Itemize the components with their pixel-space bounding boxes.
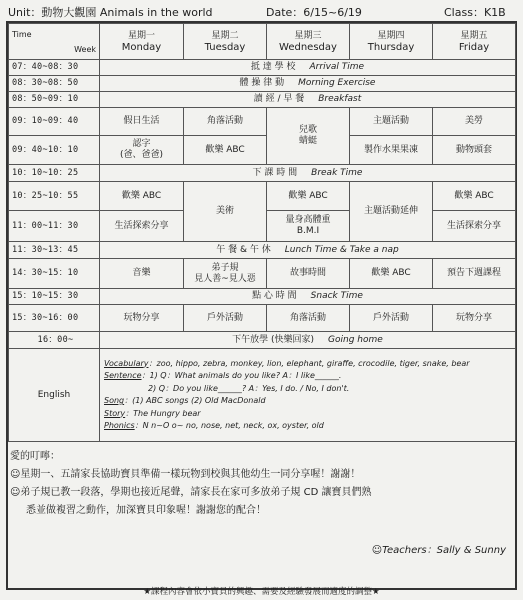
class-cell: 歡樂 ABC [350,259,433,289]
week-label: Week [74,44,96,54]
class-cell: 主題活動延伸 [350,182,433,242]
time-cell: 09：10~09：40 [9,108,100,136]
week-time-corner [9,24,100,60]
time-label: Time [12,29,32,39]
time-cell: 08：30~08：50 [9,76,100,92]
row-lunch [9,242,516,259]
notes-title: 愛的叮嚀： [10,451,60,462]
class-cell: 歡樂 ABC [184,136,267,165]
class-cell: 認字 (爸、爸爸) [100,136,184,165]
class-cell: 生活探索分享 [100,211,184,242]
day-header-row [9,24,516,60]
breakfast-cell: 讀 經 / 早 餐 Breakfast [100,92,516,108]
class-cell: 美勞 [433,108,516,136]
day-monday: 星期一 Monday [100,24,184,60]
phonics-line: Phonics：N n~O o~ no, nose, net, neck, ox, oyster, old [104,421,324,430]
class-cell: 戶外活動 [184,305,267,332]
vocabulary-line: Vocabulary：zoo, hippo, zebra, monkey, lion, elephant, giraffe, crocodile, tiger, snake, bear [104,358,470,368]
time-cell: 16：00~ [9,332,100,349]
sentence-line: Sentence：1) Q：What animals do you like? A：I like______. [104,371,342,380]
sentence-line-2: 2) Q：Do you like______? A：Yes, I do. / No, I don't. [148,383,350,393]
date-label: Date：6/15~6/19 [266,6,362,19]
class-cell: 製作水果果凍 [350,136,433,165]
day-wednesday: 星期三 Wednesday [267,24,350,60]
row-0940 [9,136,516,165]
schedule-sheet [6,21,517,590]
class-cell: 玩物分享 [100,305,184,332]
time-cell: 10：10~10：25 [9,165,100,182]
row-home [9,332,516,349]
class-cell: 故事時間 [267,259,350,289]
time-cell: 09：40~10：10 [9,136,100,165]
note-2a: ☺弟子規已教一段落，學期也接近尾聲，請家長在家可多放弟子規 CD 讓寶貝們熟 [10,487,372,498]
teachers-signature: ☺Teachers：Sally & Sunny [371,545,506,556]
class-cell: 動物頭套 [433,136,516,165]
arrival-cell: 抵 達 學 校 Arrival Time [100,60,516,76]
lunch-cell: 午 餐 & 午 休 Lunch Time & Take a nap [100,242,516,259]
row-1530 [9,305,516,332]
row-break [9,165,516,182]
english-label: English [9,349,100,442]
row-english [9,349,516,442]
class-cell: 兒歌 蜻蜓 [267,108,350,165]
story-line: Story：The Hungry bear [104,408,201,418]
class-label: Class：K1B [444,6,506,19]
class-cell: 角落活動 [267,305,350,332]
row-0910 [9,108,516,136]
class-cell: 角落活動 [184,108,267,136]
class-cell: 量身高體重 B.M.I [267,211,350,242]
home-cell: 下午放學 (快樂回家) Going home [100,332,516,349]
day-friday: 星期五 Friday [433,24,516,60]
class-cell: 弟子規 見人善~見人惡 [184,259,267,289]
class-cell: 音樂 [100,259,184,289]
schedule-table [8,23,516,442]
class-cell: 主題活動 [350,108,433,136]
time-cell: 07：40~08：30 [9,60,100,76]
snack-cell: 點 心 時 間 Snack Time [100,289,516,305]
header [8,4,516,20]
row-1025 [9,182,516,211]
footer-note: ★課程內容會依小寶貝的興趣、需要及經驗發展而適度的調整★ [143,587,380,597]
row-exercise [9,76,516,92]
exercise-cell: 體 操 律 動 Morning Exercise [100,76,516,92]
class-cell: 生活探索分享 [433,211,516,242]
song-line: Song：(1) ABC songs (2) Old MacDonald [104,396,266,405]
class-cell: 預告下週課程 [433,259,516,289]
time-cell: 15：10~15：30 [9,289,100,305]
class-cell: 歡樂 ABC [433,182,516,211]
time-cell: 11：30~13：45 [9,242,100,259]
note-2b: 悉並做複習之動作，加深寶貝印象喔！謝謝您的配合！ [26,505,266,516]
class-cell: 玩物分享 [433,305,516,332]
day-thursday: 星期四 Thursday [350,24,433,60]
note-1: ☺星期一、五請家長協助寶貝準備一樣玩物到校與其他幼生一同分享喔！謝謝！ [10,469,361,480]
break-cell: 下 課 時 間 Break Time [100,165,516,182]
time-cell: 11：00~11：30 [9,211,100,242]
time-cell: 15：30~16：00 [9,305,100,332]
time-cell: 14：30~15：10 [9,259,100,289]
class-cell: 假日生活 [100,108,184,136]
row-snack [9,289,516,305]
row-arrival [9,60,516,76]
english-content [100,349,516,442]
class-cell: 美術 [184,182,267,242]
class-cell: 歡樂 ABC [267,182,350,211]
row-breakfast [9,92,516,108]
notes-section [10,448,510,556]
row-1430 [9,259,516,289]
unit-label: Unit：動物大觀園 Animals in the world [8,6,213,19]
time-cell: 10：25~10：55 [9,182,100,211]
time-cell: 08：50~09：10 [9,92,100,108]
class-cell: 戶外活動 [350,305,433,332]
class-cell: 歡樂 ABC [100,182,184,211]
day-tuesday: 星期二 Tuesday [184,24,267,60]
